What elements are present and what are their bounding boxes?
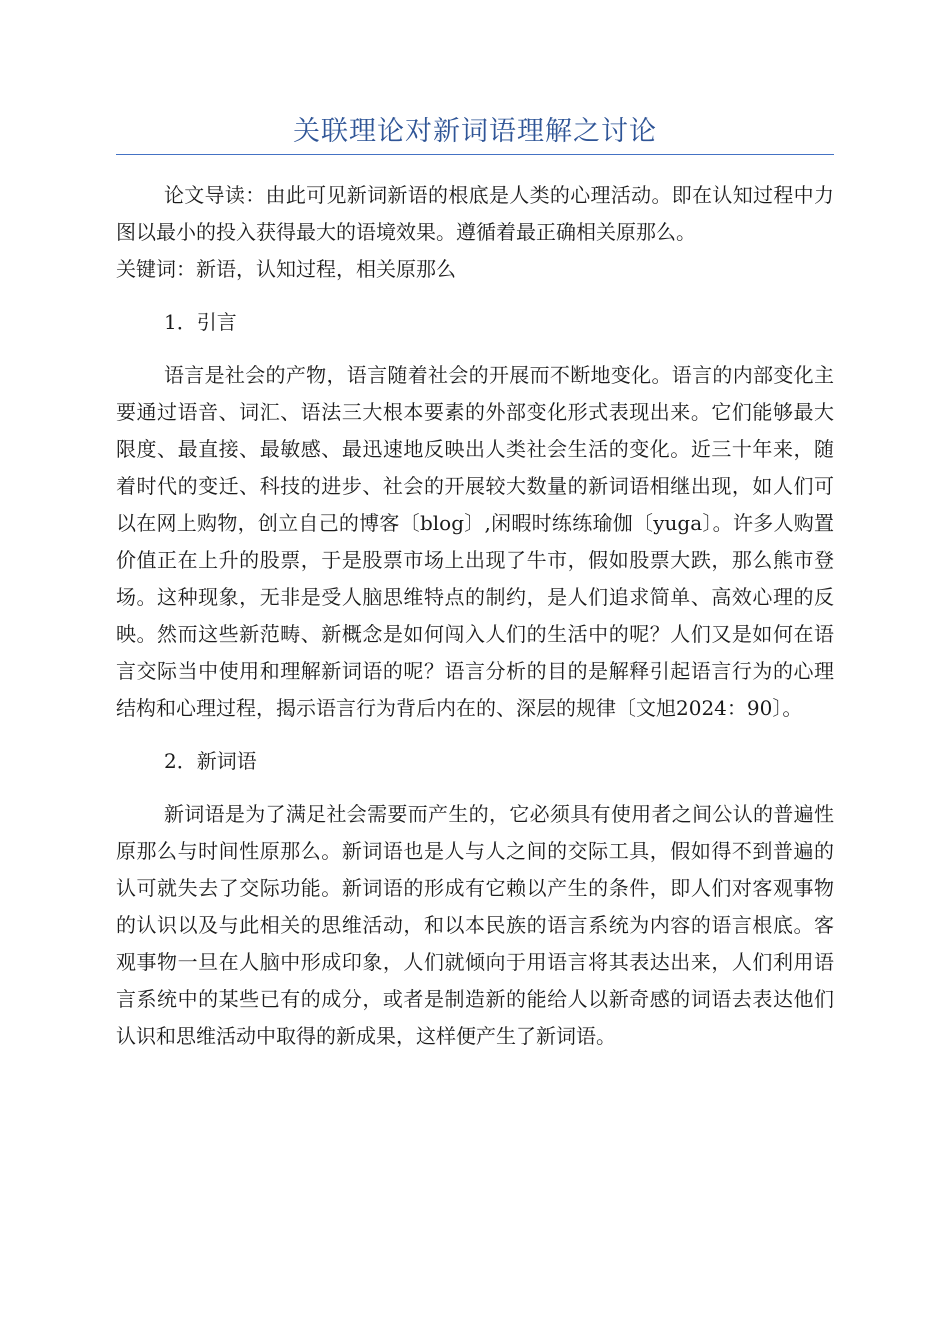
keywords-line: 关键词：新语，认知过程，相关原那么 xyxy=(116,257,456,281)
section-body-new-words: 新词语是为了满足社会需要而产生的，它必须具有使用者之间公认的普遍性原那么与时间性原那么。新词语也是人与人之间的交际工具，假如得不到普遍的认可就失去了交际功能。新词语的形成有它赖以产生的条件，即人们对客观事物的认识以及与此相关的思维活动，和以本民族的语言系统为内容的语言根底。客观事物一旦在人脑中形成印象，人们就倾向于用语言将其表达出来，人们利用语言系统中的某些已有的成分，或者是制造新的能给人以新奇感的词语去表达他们认识和思维活动中取得的新成果，这样便产生了新词语。 xyxy=(116,802,834,1048)
section-heading-new-words: 2．新词语 xyxy=(164,749,257,773)
section-body-introduction: 语言是社会的产物，语言随着社会的开展而不断地变化。语言的内部变化主要通过语音、词汇、语法三大根本要素的外部变化形式表现出来。它们能够最大限度、最直接、最敏感、最迅速地反映出人类社会生活的变化。近三十年来，随着时代的变迁、科技的进步、社会的开展较大数量的新词语相继出现，如人们可以在网上购物，创立自己的博客〔blog〕,闲暇时练练瑜伽〔yuga〕。许多人购置价值正在上升的股票，于是股票市场上出现了牛市，假如股票大跌，那么熊市登场。这种现象，无非是受人脑思维特点的制约，是人们追求简单、高效心理的反映。然而这些新范畴、新概念是如何闯入人们的生活中的呢？人们又是如何在语言交际当中使用和理解新词语的呢？语言分析的目的是解释引起语言行为的心理结构和心理过程，揭示语言行为背后内在的、深层的规律〔文旭2024：90〕。 xyxy=(116,363,834,720)
title-underline xyxy=(116,154,834,155)
document-page xyxy=(116,0,834,1055)
section-heading-introduction: 1．引言 xyxy=(164,310,237,334)
document-title: 关联理论对新词语理解之讨论 xyxy=(293,116,657,147)
abstract-block xyxy=(116,177,834,288)
abstract-text: 论文导读：由此可见新词新语的根底是人类的心理活动。即在认知过程中力图以最小的投入获得最大的语境效果。遵循着最正确相关原那么。 xyxy=(116,183,834,244)
